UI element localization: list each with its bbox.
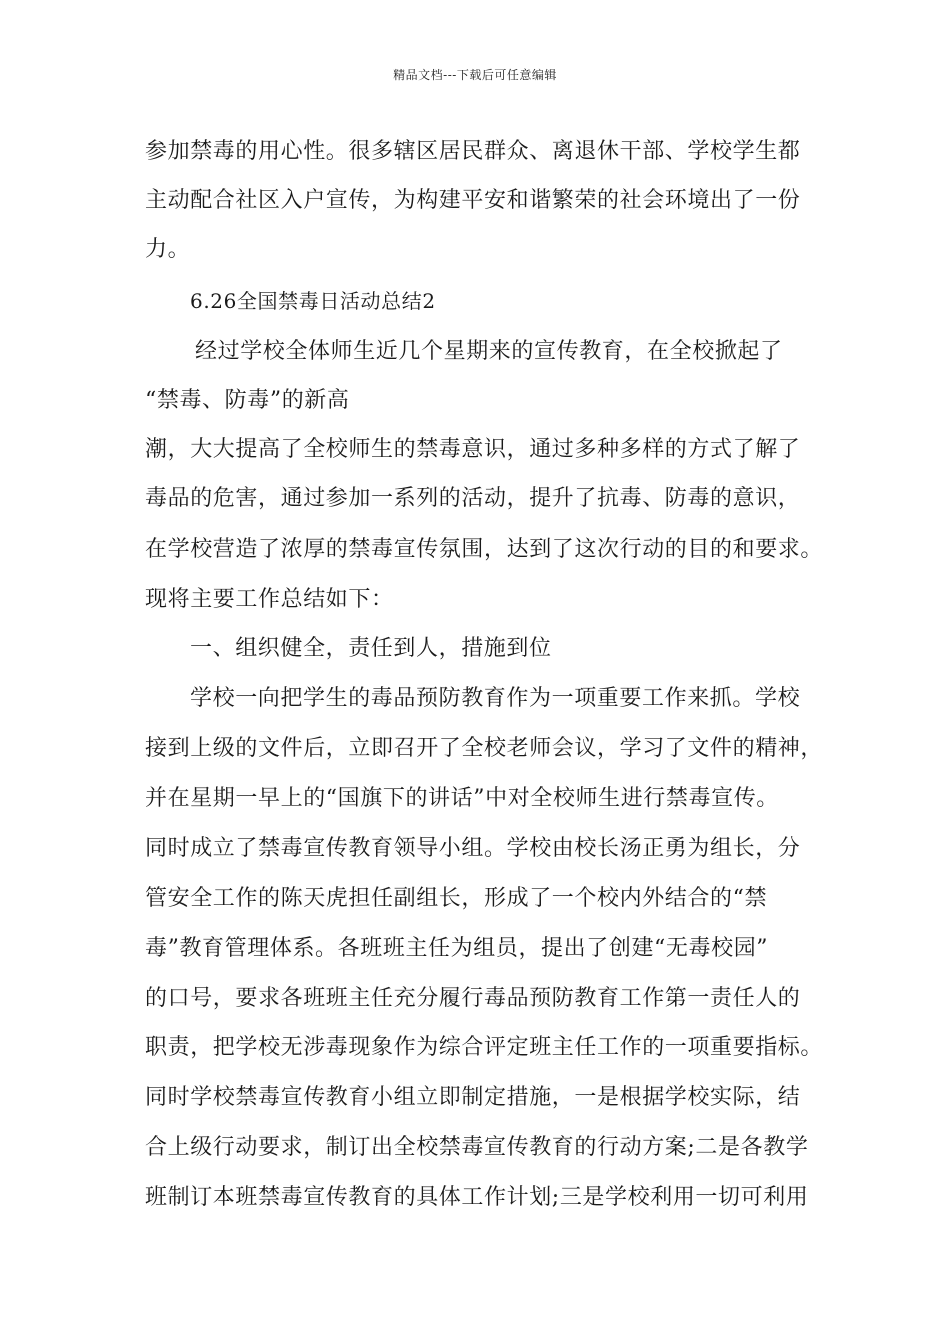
body-line-22: 班制订本班禁毒宣传教育的具体工作计划;三是学校利用一切可利用: [145, 1185, 809, 1210]
body-line-15: 同时成立了禁毒宣传教育领导小组。学校由校长汤正勇为组长，分: [145, 836, 801, 861]
body-line-2: 主动配合社区入户宣传，为构建平安和谐繁荣的社会环境出了一份: [145, 188, 801, 213]
body-line-13: 接到上级的文件后，立即召开了全校老师会议，学习了文件的精神，: [145, 736, 824, 761]
body-line-5: 经过学校全体师生近几个星期来的宣传教育，在全校掀起了: [195, 339, 783, 364]
body-line-12: 学校一向把学生的毒品预防教育作为一项重要工作来抓。学校: [190, 686, 801, 711]
subheading-1: 一、组织健全，责任到人，措施到位: [190, 636, 552, 661]
body-line-6: “禁毒、防毒”的新高: [145, 388, 350, 413]
body-line-17: 毒”教育管理体系。各班班主任为组员，提出了创建“无毒校园”: [145, 936, 769, 961]
body-line-21: 合上级行动要求，制订出全校禁毒宣传教育的行动方案;二是各教学: [145, 1135, 809, 1160]
body-line-20: 同时学校禁毒宣传教育小组立即制定措施，一是根据学校实际，结: [145, 1085, 801, 1110]
body-line-16: 管安全工作的陈天虎担任副组长，形成了一个校内外结合的“禁: [145, 886, 768, 911]
body-line-3: 力。: [145, 237, 191, 262]
body-line-9: 在学校营造了浓厚的禁毒宣传氛围，达到了这次行动的目的和要求。: [145, 537, 824, 562]
page-header: 精品文档---下载后可任意编辑: [393, 68, 557, 82]
body-line-1: 参加禁毒的用心性。很多辖区居民群众、离退休干部、学校学生都: [145, 139, 801, 164]
body-line-7: 潮，大大提高了全校师生的禁毒意识，通过多种多样的方式了解了: [145, 437, 801, 462]
body-line-10: 现将主要工作总结如下：: [145, 587, 394, 612]
body-line-19: 职责，把学校无涉毒现象作为综合评定班主任工作的一项重要指标。: [145, 1035, 824, 1060]
body-line-14: 并在星期一早上的“国旗下的讲话”中对全校师生进行禁毒宣传。: [145, 786, 779, 811]
section-title: 6.26全国禁毒日活动总结2: [190, 289, 436, 313]
body-line-8: 毒品的危害，通过参加一系列的活动，提升了抗毒、防毒的意识，: [145, 486, 801, 511]
body-line-18: 的口号，要求各班班主任充分履行毒品预防教育工作第一责任人的: [145, 986, 801, 1011]
